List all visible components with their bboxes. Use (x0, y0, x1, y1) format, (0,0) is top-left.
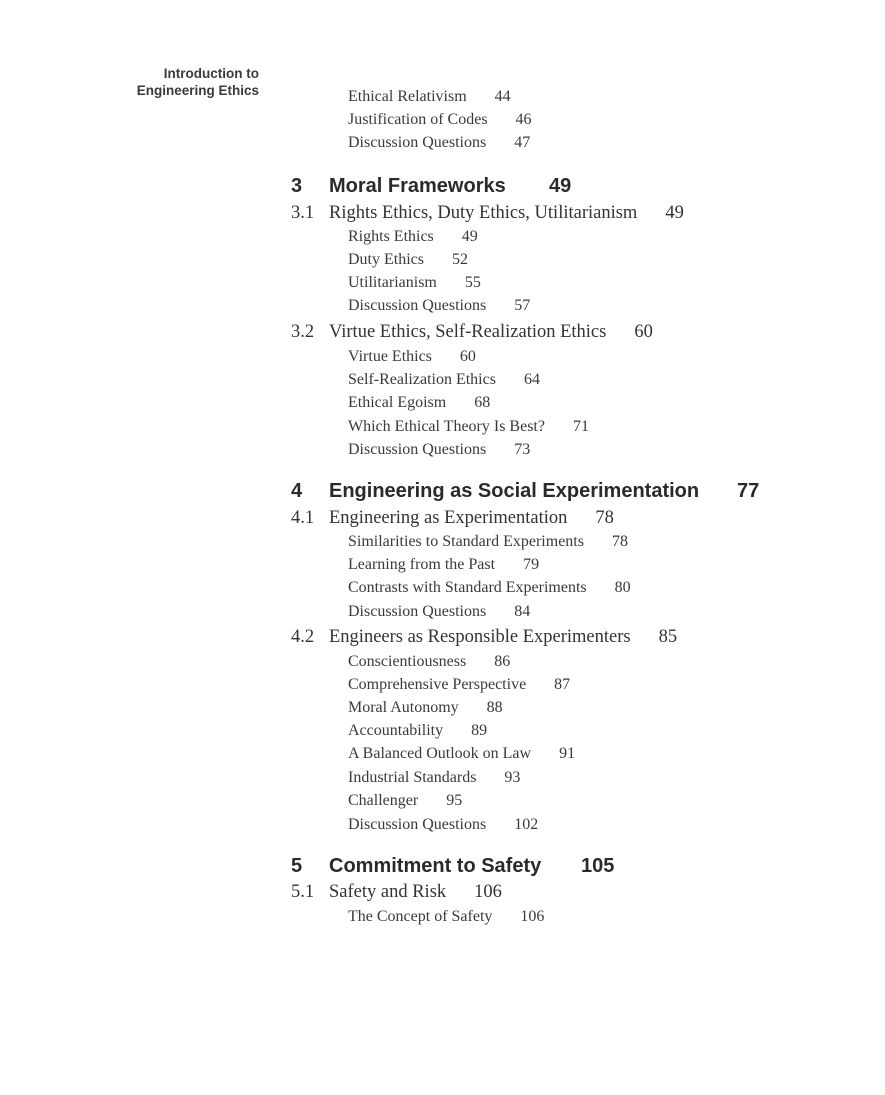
entry-title: Discussion Questions (348, 816, 487, 833)
entry-title: Duty Ethics (348, 251, 424, 268)
section-number: 4.1 (291, 508, 315, 528)
entry-title: Learning from the Past (348, 556, 496, 573)
section-heading[interactable] (291, 627, 831, 651)
section-number: 3.1 (291, 203, 315, 223)
entry-page: 44 (494, 88, 511, 105)
toc-entry[interactable] (348, 251, 468, 269)
toc-entry[interactable] (348, 676, 570, 694)
entry-page: 46 (515, 111, 532, 128)
entry-title: Challenger (348, 792, 419, 809)
entry-page: 47 (514, 134, 531, 151)
chapter-heading[interactable] (291, 175, 811, 201)
section-number: 5.1 (291, 882, 315, 902)
running-head-line2: Engineering Ethics (136, 83, 259, 98)
section-number: 4.2 (291, 627, 315, 647)
entry-page: 106 (520, 908, 545, 925)
toc-entry[interactable] (348, 418, 589, 436)
entry-page: 93 (504, 769, 521, 786)
chapter-heading[interactable] (291, 855, 811, 881)
entry-title: Discussion Questions (348, 297, 487, 314)
entry-title: Ethical Egoism (348, 394, 447, 411)
toc-entry[interactable] (348, 297, 530, 315)
entry-page: 73 (514, 441, 531, 458)
entry-page: 68 (474, 394, 491, 411)
section-page: 78 (595, 508, 614, 528)
entry-page: 55 (464, 274, 481, 291)
chapter-page: 77 (737, 480, 760, 502)
entry-page: 60 (459, 348, 476, 365)
chapter-title: Moral Frameworks (329, 175, 506, 197)
toc-entry[interactable] (348, 556, 539, 574)
toc-entry[interactable] (348, 816, 538, 834)
toc-entry[interactable] (348, 348, 476, 366)
entry-title: Rights Ethics (348, 228, 434, 245)
entry-title: Discussion Questions (348, 134, 487, 151)
entry-page: 64 (523, 371, 540, 388)
toc-entry[interactable] (348, 88, 511, 106)
toc-entry[interactable] (348, 394, 490, 412)
entry-title: Similarities to Standard Experiments (348, 533, 584, 550)
toc-entry[interactable] (348, 579, 631, 597)
entry-title: Discussion Questions (348, 441, 487, 458)
entry-page: 57 (514, 297, 531, 314)
section-page: 106 (474, 882, 502, 902)
entry-title: Accountability (348, 722, 444, 739)
section-title: Rights Ethics, Duty Ethics, Utilitarianism 49 (329, 203, 684, 223)
entry-title: Utilitarianism (348, 274, 437, 291)
chapter-number: 3 (291, 175, 303, 197)
entry-title: Virtue Ethics (348, 348, 432, 365)
chapter-title: Engineering as Social Experimentation (329, 480, 700, 502)
entry-title: Contrasts with Standard Experiments (348, 579, 587, 596)
entry-title: Self-Realization Ethics (348, 371, 496, 388)
chapter-number: 4 (291, 480, 303, 502)
entry-page: 102 (514, 816, 539, 833)
entry-page: 79 (523, 556, 540, 573)
entry-page: 91 (559, 745, 576, 762)
entry-title: Ethical Relativism (348, 88, 467, 105)
section-page: 60 (634, 322, 653, 342)
entry-page: 84 (514, 603, 531, 620)
toc-entry[interactable] (348, 792, 462, 810)
toc-entry[interactable] (348, 533, 628, 551)
toc-entry[interactable] (348, 134, 530, 152)
chapter-number: 5 (291, 855, 303, 877)
toc-entry[interactable] (348, 769, 520, 787)
chapter-title: Commitment to Safety (329, 855, 542, 877)
entry-page: 95 (446, 792, 463, 809)
entry-page: 88 (486, 699, 503, 716)
entry-page: 89 (471, 722, 488, 739)
section-title: Engineers as Responsible Experimenters 85 (329, 627, 678, 647)
chapter-page: 49 (549, 175, 572, 197)
entry-page: 80 (614, 579, 631, 596)
section-title: Safety and Risk 106 (329, 882, 502, 902)
entry-page: 86 (494, 653, 511, 670)
section-heading[interactable] (291, 882, 831, 906)
chapter-heading[interactable] (291, 480, 811, 506)
entry-page: 71 (572, 418, 589, 435)
entry-page: 78 (611, 533, 628, 550)
entry-page: 49 (461, 228, 478, 245)
toc-entry[interactable] (348, 908, 544, 926)
entry-title: Comprehensive Perspective (348, 676, 527, 693)
toc-entry[interactable] (348, 699, 503, 717)
toc-entry[interactable] (348, 274, 481, 292)
entry-title: Discussion Questions (348, 603, 487, 620)
entry-title: Conscientiousness (348, 653, 467, 670)
section-title: Virtue Ethics, Self-Realization Ethics 60 (329, 322, 653, 342)
entry-title: A Balanced Outlook on Law (348, 745, 532, 762)
toc-entry[interactable] (348, 441, 530, 459)
section-page: 85 (658, 627, 678, 647)
toc-entry[interactable] (348, 111, 532, 129)
section-heading[interactable] (291, 508, 831, 532)
section-heading[interactable] (291, 203, 831, 227)
toc-entry[interactable] (348, 722, 487, 740)
entry-title: Moral Autonomy (348, 699, 459, 716)
section-number: 3.2 (291, 322, 315, 342)
entry-title: Industrial Standards (348, 769, 477, 786)
section-title: Engineering as Experimentation 78 (329, 508, 614, 528)
toc-entry[interactable] (348, 653, 510, 671)
section-heading[interactable] (291, 322, 831, 346)
toc-entry[interactable] (348, 745, 575, 763)
entry-title: Justification of Codes (348, 111, 488, 128)
toc-entry[interactable] (348, 371, 540, 389)
chapter-page: 105 (581, 855, 615, 877)
entry-title: Which Ethical Theory Is Best? (348, 418, 545, 435)
toc-entry[interactable] (348, 603, 530, 621)
entry-title: The Concept of Safety (348, 908, 493, 925)
running-head-line1: Introduction to (163, 66, 259, 81)
entry-page: 87 (554, 676, 571, 693)
section-page: 49 (665, 203, 684, 223)
toc-entry[interactable] (348, 228, 478, 246)
entry-page: 52 (452, 251, 468, 268)
